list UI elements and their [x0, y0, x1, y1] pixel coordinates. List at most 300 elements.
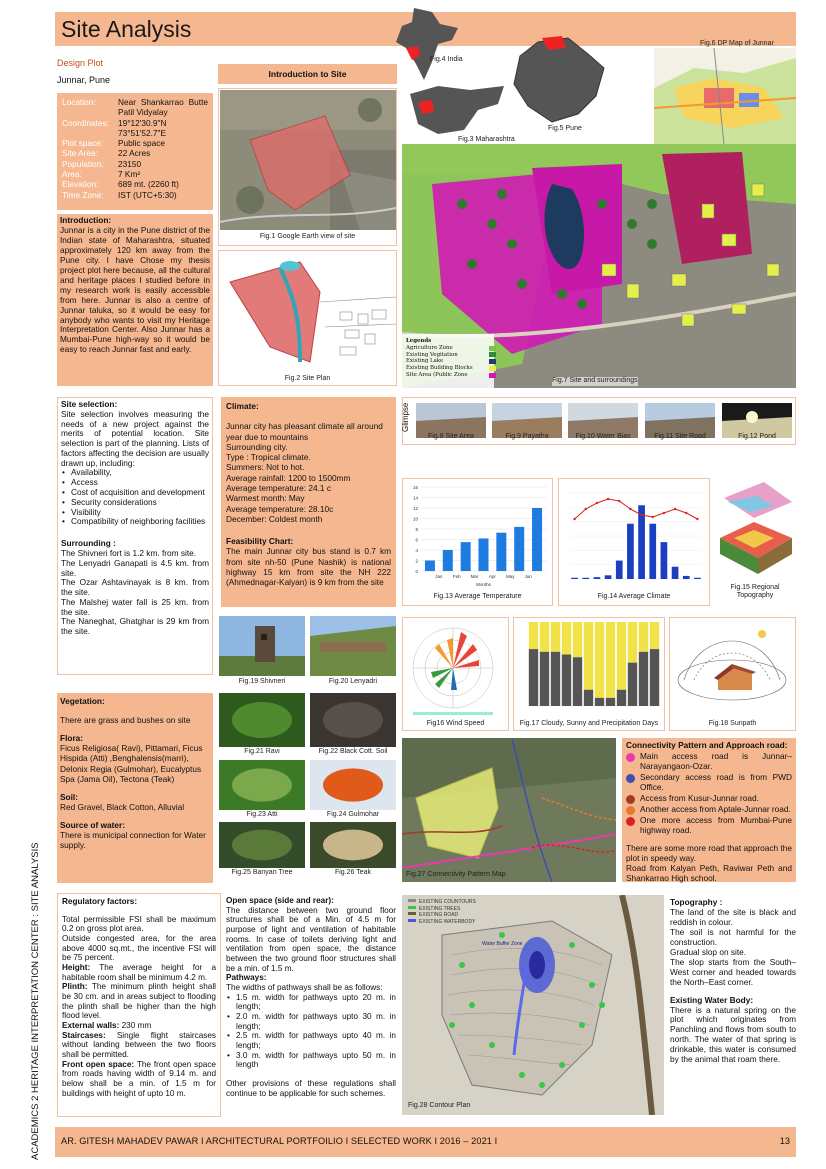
walls-heading: External walls: [62, 1021, 120, 1031]
site-info-value: Public space [118, 138, 166, 149]
design-plot [57, 55, 213, 89]
plinth-heading: Plinth: [62, 982, 88, 992]
vegetation-photo-f22 [310, 693, 396, 747]
staircase-text: Single flight staircases without landing between the two floors shall be permitted. [62, 1030, 216, 1060]
site-info-value: 689 mt. (2260 ft) [118, 179, 179, 190]
vegetation-photo-f25 [219, 822, 305, 868]
x-axis-label: Months [476, 582, 491, 587]
contour-legend-swatch [408, 912, 416, 915]
legend-item-label: Existing Building Blocks [406, 365, 473, 371]
x-tick-label: May [506, 574, 515, 579]
wind-rose-chart [403, 618, 508, 718]
design-plot-place: Junnar, Pune [57, 74, 111, 85]
vegetation-text: There are grass and bushes on site [60, 715, 191, 726]
front-space-text: The front open space from roads having width of 9.14 m. and below shall be a min. of 1.5 m for buildings with height of upto 10 m. [62, 1059, 216, 1098]
site-info-key: Elevation: [62, 179, 99, 190]
cloudy-bar [529, 649, 538, 706]
connectivity-heading: Connectivity Pattern and Approach road: [626, 740, 788, 750]
design-plot-label: Design Plot [57, 58, 104, 68]
sunny-bar [617, 622, 626, 690]
legend-swatch [489, 359, 496, 364]
site-info-key: Coordinates: [62, 117, 110, 128]
vegetation-caption: Fig.23 Atti [246, 811, 278, 818]
climate-block [221, 397, 396, 607]
connectivity-item-text: Secondary access road is from PWD Office. [640, 771, 792, 792]
soil-text: Red Gravel, Black Cotton, Alluvial [60, 801, 185, 812]
sunny-bar [529, 622, 538, 649]
site-selection-item: • Availability, [61, 468, 209, 478]
temperature-point [663, 512, 665, 514]
x-tick-label: Apr [488, 574, 496, 579]
pune-map [508, 34, 608, 126]
temperature-point [607, 498, 609, 500]
cloudy-bar [617, 690, 626, 706]
site-info-row [62, 138, 208, 148]
legend-swatch [489, 346, 496, 351]
vegetation-caption: Fig.24 Gulmohar [326, 811, 380, 818]
rainfall-bar [582, 578, 589, 579]
cloudy-bar [551, 652, 560, 706]
rainfall-bar [616, 561, 623, 579]
temperature-point [585, 508, 587, 510]
sunny-bar [562, 622, 571, 655]
site-info-value: 19°12'30.9"N 73°51'52.7"E [118, 117, 167, 138]
introduction-block [57, 214, 213, 386]
fig5-caption: Fig.5 Pune [548, 125, 582, 132]
india-map [392, 6, 462, 86]
sunny-bar [540, 622, 549, 652]
rainfall-bar [571, 578, 578, 579]
lenyadri-photo [310, 616, 396, 676]
fig2-caption: Fig.2 Site Plan [284, 375, 331, 382]
contour-legend-label: EXISTING ROAD [419, 912, 459, 918]
topography-line: Gradual slop on site. [670, 946, 747, 957]
site-surroundings-map [402, 144, 796, 388]
site-info-key: Plot space: [62, 138, 104, 149]
connectivity-block [622, 738, 796, 882]
topography-line: The land of the site is black and reddish in colour. [670, 906, 796, 927]
footer-text: AR. GITESH MAHADEV PAWAR I ARCHITECTURAL PORTFOILIO I SELECTED WORK I 2016 – 2021 I [61, 1136, 498, 1146]
climate-line: Warmest month: May [226, 493, 305, 504]
temperature-point [618, 500, 620, 502]
cloudy-bar [650, 649, 659, 706]
feasibility-heading: Feasibility Chart: [226, 536, 294, 547]
connectivity-item [626, 752, 792, 772]
fig14-caption: Fig.14 Average Climate [597, 593, 671, 600]
y-tick-label: 8 [415, 527, 418, 532]
contour-legend-label: EXISTING TREES [419, 905, 461, 912]
site-selection-item: • Access [61, 478, 209, 488]
x-tick-label: Feb [452, 574, 461, 579]
fig2-frame [218, 250, 397, 386]
legend-item [406, 358, 496, 365]
water-body-heading: Existing Water Body: [670, 994, 754, 1005]
intro-to-site-header [218, 64, 397, 84]
rainfall-bar [672, 567, 679, 579]
regulatory-p1: Total permissible FSI shall be maximum 0.2 on gross plot area. [62, 914, 216, 934]
site-selection-heading: Site selection: [61, 399, 118, 409]
legend-item-label: Existing Vegitation [406, 351, 458, 358]
surrounding-item: The Ozar Ashtavinayak is 8 km. from the site. [61, 577, 209, 598]
surrounding-item: The Lenyadri Ganapati is 4.5 km. from site. [61, 557, 209, 578]
topography-line: The slop starts from the South–West corner and headed towards the North–East corner. [670, 956, 796, 987]
site-info-key: Time Zone: [62, 189, 104, 200]
india-map-shape [392, 6, 462, 86]
map-legend [406, 338, 496, 379]
legend-swatch [489, 352, 496, 357]
shivneri-image [219, 616, 305, 676]
fig18-frame [669, 617, 796, 731]
site-info-table [57, 93, 213, 210]
contour-legend-item [408, 919, 476, 926]
pathway-item: • 2.0 m. width for pathways upto 30 m. in length; [226, 1012, 396, 1031]
fig14-frame [558, 478, 710, 606]
contour-legend-swatch [408, 899, 416, 902]
height-heading: Height: [62, 963, 91, 973]
site-info-key: Area: [62, 168, 82, 179]
connectivity-dot [626, 817, 635, 826]
temperature-point [629, 508, 631, 510]
topography-heading: Topography : [670, 897, 723, 907]
connectivity-item-text: Another access from Aptale-Junnar road. [640, 803, 791, 814]
fig1-caption: Fig.1 Google Earth view of site [259, 233, 356, 240]
connectivity-map-image [402, 738, 616, 882]
climate-list [226, 421, 391, 524]
connectivity-dot [626, 753, 635, 762]
fig20-caption: Fig.20 Lenyadri [328, 678, 378, 685]
topography-line: The soil is not harmful for the construction. [670, 926, 796, 947]
legend-item-label: Existing Lake [406, 358, 444, 365]
maharashtra-map [408, 84, 508, 136]
cloudy-bar [639, 652, 648, 706]
site-info-row [62, 169, 208, 179]
connectivity-map [402, 738, 616, 882]
site-info-value: 22 Acres [118, 148, 151, 159]
legend-swatch [489, 366, 496, 371]
water-body-text: There is a natural spring on the plot which originates from Panchling and flows from south to north. The water of that spring is drinkable, this water is consumed by the animal that roam there. [670, 1004, 796, 1065]
connectivity-text-2: Road from Kalyan Peth, Raviwar Peth and Shankarrao High school. [626, 862, 792, 883]
climate-heading: Climate: [226, 401, 259, 411]
pathways-text: The widths of pathways shall be as follows: [226, 983, 383, 993]
cloudy-bar [540, 652, 549, 706]
water-source-heading: Source of water: [60, 819, 126, 830]
y-tick-label: 2 [415, 558, 418, 564]
site-plan-drawing [220, 252, 396, 372]
rainfall-bar [605, 575, 612, 579]
cloudy-bar [595, 698, 604, 706]
footer-bar [55, 1127, 796, 1157]
vegetation-photo-f24 [310, 760, 396, 810]
open-space-text: The distance between two ground floor structures shall be of a Min. of 4.5 m for purpose of light and ventilation of habitable rooms. In case of toilets deriving light and ventilation from open space, the distance between the two ground floor structures shall be a min. of 1.5 m. [226, 905, 396, 973]
page-number: 13 [779, 1136, 790, 1146]
sunny-bar [639, 622, 648, 652]
height-text: The average height for a habitable room shall be minimum 4.2 m. [62, 963, 216, 982]
site-info-row [62, 148, 208, 158]
y-tick-label: 16 [412, 485, 418, 490]
connectivity-item-text: Access from Kusur-Junnar road. [640, 792, 759, 803]
y-tick-label: 6 [415, 537, 418, 543]
fig16-frame [402, 617, 509, 731]
surrounding-item: The Malshej water fall is 25 km. from the site. [61, 596, 209, 617]
legend-title: Legends [406, 338, 432, 344]
rainfall-bar [694, 578, 701, 579]
contour-legend-swatch [408, 919, 416, 922]
rainfall-bar [661, 542, 668, 579]
cloudy-bar [573, 657, 582, 706]
vegetation-heading: Vegetation: [60, 696, 105, 706]
open-space-end: Other provisions of these regulations shall continue to be applicable for such schemes. [226, 1079, 396, 1098]
glimpse-label: Glimpse [401, 402, 410, 432]
temperature-point [696, 518, 698, 520]
vegetation-photo-f26 [310, 822, 396, 868]
contour-plan-image [402, 895, 664, 1115]
side-caption: ACADEMICS 2 HERITAGE INTERPRETATION CENTER : SITE ANALYSIS [30, 842, 41, 1160]
contour-legend [408, 899, 476, 925]
site-selection-list [61, 468, 209, 527]
fig17-caption: Fig.17 Cloudy, Sunny and Precipitation Days [519, 720, 659, 727]
cloudy-bar [562, 655, 571, 706]
connectivity-item [626, 773, 792, 793]
site-selection-item: • Compatibility of neighboring facilities [61, 517, 209, 527]
temperature-bar [425, 561, 435, 572]
cloudy-bar [628, 663, 637, 706]
temperature-point [652, 516, 654, 518]
sunny-bar [573, 622, 582, 657]
fig18-caption: Fig.18 Sunpath [708, 720, 757, 727]
site-selection-text: Site selection involves measuring the needs of a new project against the merits of potential location. Site selection is part of the planning. Lists of factors affecting the decision are usually drawn up, including: [61, 408, 209, 468]
connectivity-item-text: Main access road is Junnar–Narayangaon-Ozar. [640, 750, 792, 771]
regional-topography-image [714, 478, 796, 578]
site-info-row [62, 97, 208, 118]
dp-map-image [654, 48, 796, 144]
introduction-text: Junnar is a city in the Pune district of the Indian state of Maharashtra, situated approximately 120 km away from the Pune city. I have Chose my thesis project plot here because, all the cultural and heritage places I studied before in my research work is easily accessible from here. Junnar is also a centre of Junnar taluka, so it would be easy for anybody who wants to visit my Heritage Interpretation Center. Also Junnar has a Mumbai-Pune high-way so it would be easy to reach Junnar fast and early. [60, 224, 210, 355]
vegetation-photo-f23 [219, 760, 305, 810]
walls-text: 230 mm [119, 1021, 152, 1031]
rainfall-bar [649, 524, 656, 579]
climate-line: Average temperature: 28.10c [226, 503, 334, 514]
site-selection-item: • Visibility [61, 508, 209, 518]
fig16-caption: Fig16 Wind Speed [426, 720, 485, 727]
site-info-value: IST (UTC+5:30) [118, 189, 177, 200]
fig7-caption: Fig.7 Site and surroundings [552, 377, 638, 384]
connectivity-item-text: One more access from Mumbai-Pune highway road. [640, 814, 792, 835]
sunny-bar [551, 622, 560, 652]
front-space-heading: Front open space: [62, 1059, 135, 1069]
flora-text: Ficus Religiosa( Ravi), Pittamari, Ficus Hispida (Atti) ,Benghalensis(marri), Delonix Regia (Gulmohar), Eucalyptus Spa (Jama Oil), Tectona (Teak) [60, 743, 203, 784]
climate-line: Junnar city has pleasant climate all around year due to mountains [226, 421, 383, 442]
y-tick-label: 14 [412, 495, 418, 501]
temperature-bar [479, 538, 489, 571]
glimpse-caption: Fig.10 Water Bias [575, 433, 631, 440]
fig28-caption: Fig.28 Contour Plan [408, 1102, 471, 1109]
legend-item-label: Agriculture Zone [406, 344, 453, 351]
water-source-text: There is municipal connection for Water supply. [60, 830, 206, 851]
site-info-key: Location: [62, 97, 96, 107]
vegetation-caption: Fig.21 Ravi [244, 748, 280, 755]
site-info-row [62, 190, 208, 200]
temperature-bar [461, 542, 471, 571]
fig27-caption: Fig.27 Connectivity Pattern Map [406, 871, 506, 878]
site-info-value: Near Shankarrao Butte Patil Vidyalay [118, 97, 208, 118]
site-info-value: 7 Km² [118, 168, 141, 179]
regulatory-heading: Regulatory factors: [62, 897, 138, 906]
chart-bg [559, 479, 709, 591]
connectivity-item [626, 816, 792, 836]
contour-legend-label: EXISTING WATERBODY [419, 918, 476, 925]
temperature-bar [532, 508, 542, 571]
introduction-heading: Introduction: [60, 215, 112, 225]
contour-plan [402, 895, 664, 1115]
plinth-text: The minimum plinth height shall be 30 cm. and in areas subject to flooding the plinth shall be higher than the high flood level. [62, 982, 216, 1021]
temperature-point [573, 518, 575, 520]
connectivity-list [626, 752, 792, 836]
sunny-bar [628, 622, 637, 663]
temperature-point [640, 514, 642, 516]
y-tick-label: 12 [412, 506, 418, 511]
temperature-bar [514, 527, 524, 571]
pathway-item: • 3.0 m. width for pathways upto 50 m. in length [226, 1051, 396, 1070]
glimpse-caption: Fig.12 Pond [738, 433, 776, 440]
site-info-row [62, 179, 208, 189]
site-selection-item: • Security considerations [61, 498, 209, 508]
regulatory-p2: Outside congested area, for the area above 4000 sq.mt., the incentive FSI will be 75 percent. [62, 934, 216, 963]
climate-line: Average temperature: 24.1 c [226, 482, 332, 493]
glimpse-caption: Fig.8 Site Area [428, 433, 474, 440]
climate-line: Type : Tropical climate. [226, 452, 311, 463]
temperature-point [674, 508, 676, 510]
glimpse-caption: Fig.9 Payatha [505, 433, 549, 440]
pune-map-shape [508, 34, 608, 126]
vegetation-photo-f21 [219, 693, 305, 747]
fig15-frame [714, 478, 796, 606]
shivneri-photo [219, 616, 305, 676]
connectivity-item [626, 805, 792, 815]
fig13-caption: Fig.13 Average Temperature [433, 593, 522, 600]
vegetation-caption: Fig.22 Black Cott. Soil [318, 748, 388, 755]
glimpse-caption: Fig.11 Site Road [654, 433, 706, 440]
climate-line: December: Coldest month [226, 513, 323, 524]
temperature-point [685, 512, 687, 514]
surrounding-list [61, 549, 209, 637]
cloudy-bar [606, 698, 615, 706]
feasibility-text: The main Junnar city bus stand is 0.7 km from site nh-50 (Pune Nashik) is national highway 15 km from site the NH 222 (Ahmednagar-Kalyan) is 9 km from the site [226, 546, 391, 588]
sunny-bar [606, 622, 615, 698]
legend-item [406, 365, 496, 372]
site-info-key: Site Area: [62, 148, 98, 159]
climate-line: Summers: Not to hot. [226, 462, 305, 473]
legend-swatch [489, 373, 496, 378]
open-space-heading: Open space (side and rear): [226, 896, 334, 905]
connectivity-dot [626, 806, 635, 815]
fig6-caption: Fig.6 DP Map of Junnar [700, 40, 774, 47]
site-selection-item: • Cost of acquisition and development [61, 488, 209, 498]
topography-block [670, 898, 796, 1116]
site-info-row [62, 118, 208, 139]
pathways-heading: Pathways: [226, 973, 267, 983]
sunny-bar [595, 622, 604, 698]
staircase-heading: Staircases: [62, 1030, 106, 1040]
rainfall-bar [594, 577, 601, 579]
rainfall-bar [638, 505, 645, 579]
fig13-frame [402, 478, 553, 606]
fig17-frame [513, 617, 665, 731]
legend-item [406, 345, 496, 352]
y-tick-label: 0 [415, 569, 418, 574]
climate-line: Average rainfall: 1200 to 1500mm [226, 472, 351, 483]
sunpath-diagram [670, 618, 795, 718]
pathway-item: • 1.5 m. width for pathways upto 20 m. in length; [226, 993, 396, 1012]
x-tick-label: Jun [524, 574, 532, 579]
average-climate-chart [559, 479, 709, 591]
site-info-row [62, 159, 208, 169]
surrounding-heading: Surrounding : [61, 538, 116, 549]
contour-legend-label: EXISTING COUNTOURS [419, 899, 476, 905]
sunny-bar [584, 622, 593, 690]
dp-map [654, 48, 796, 144]
surrounding-item: The Shivneri fort is 1.2 km. from site. [61, 547, 197, 558]
contour-legend-swatch [408, 906, 416, 909]
google-earth-image [220, 90, 396, 230]
temperature-bar [496, 533, 506, 571]
intro-to-site-label: Introduction to Site [268, 69, 347, 79]
water-buffer-label: Water Buffer Zone [482, 941, 523, 947]
connectivity-dot [626, 795, 635, 804]
temperature-bar [443, 550, 453, 571]
page-title: Site Analysis [61, 16, 192, 42]
flora-heading: Flora: [60, 733, 84, 744]
vegetation-block [57, 693, 213, 883]
lenyadri-image [310, 616, 396, 676]
cloudy-sunny-precip-chart [514, 618, 664, 718]
fig1-frame [218, 88, 397, 246]
legend-item [406, 352, 496, 359]
vegetation-caption: Fig.26 Teak [334, 869, 372, 876]
surrounding-item: The Naneghat, Ghatghar is 29 km from the site. [61, 616, 209, 637]
average-temperature-chart [403, 479, 552, 591]
site-info-key: Population: [62, 158, 104, 169]
x-tick-label: Mar [470, 574, 479, 579]
y-tick-label: 10 [412, 516, 418, 522]
cloudy-bar [584, 690, 593, 706]
legend-item [406, 372, 496, 379]
x-tick-label: Jan [435, 574, 443, 579]
fig15-caption: Fig.15 Regional Topography [730, 584, 780, 599]
connectivity-text: There are some more road that approach the plot in speedy way. [626, 842, 792, 863]
site-info-value: 23150 [118, 158, 142, 169]
climate-line: Surrounding city. [226, 441, 288, 452]
pathway-item: • 2.5 m. width for pathways upto 40 m. in length; [226, 1031, 396, 1050]
fig19-caption: Fig.19 Shivneri [238, 678, 286, 685]
regulatory-block [57, 893, 221, 1117]
maharashtra-map-shape [408, 84, 508, 136]
open-space-block [226, 896, 396, 1118]
fig3-caption: Fig.3 Maharashtra [458, 136, 515, 143]
soil-heading: Soil: [60, 791, 78, 802]
site-selection-block [57, 397, 213, 675]
y-tick-label: 4 [415, 548, 418, 553]
fig4-caption: Fig.4 India [430, 56, 463, 63]
sunny-bar [650, 622, 659, 649]
vegetation-caption: Fig.25 Banyan Tree [231, 869, 293, 876]
topography-list [670, 908, 796, 988]
rainfall-bar [683, 576, 690, 579]
legend-item-label: Site Area (Public Zone [406, 371, 468, 378]
rainfall-bar [627, 524, 634, 579]
connectivity-item [626, 794, 792, 804]
temperature-point [596, 502, 598, 504]
connectivity-dot [626, 774, 635, 783]
pathways-list [226, 993, 396, 1070]
